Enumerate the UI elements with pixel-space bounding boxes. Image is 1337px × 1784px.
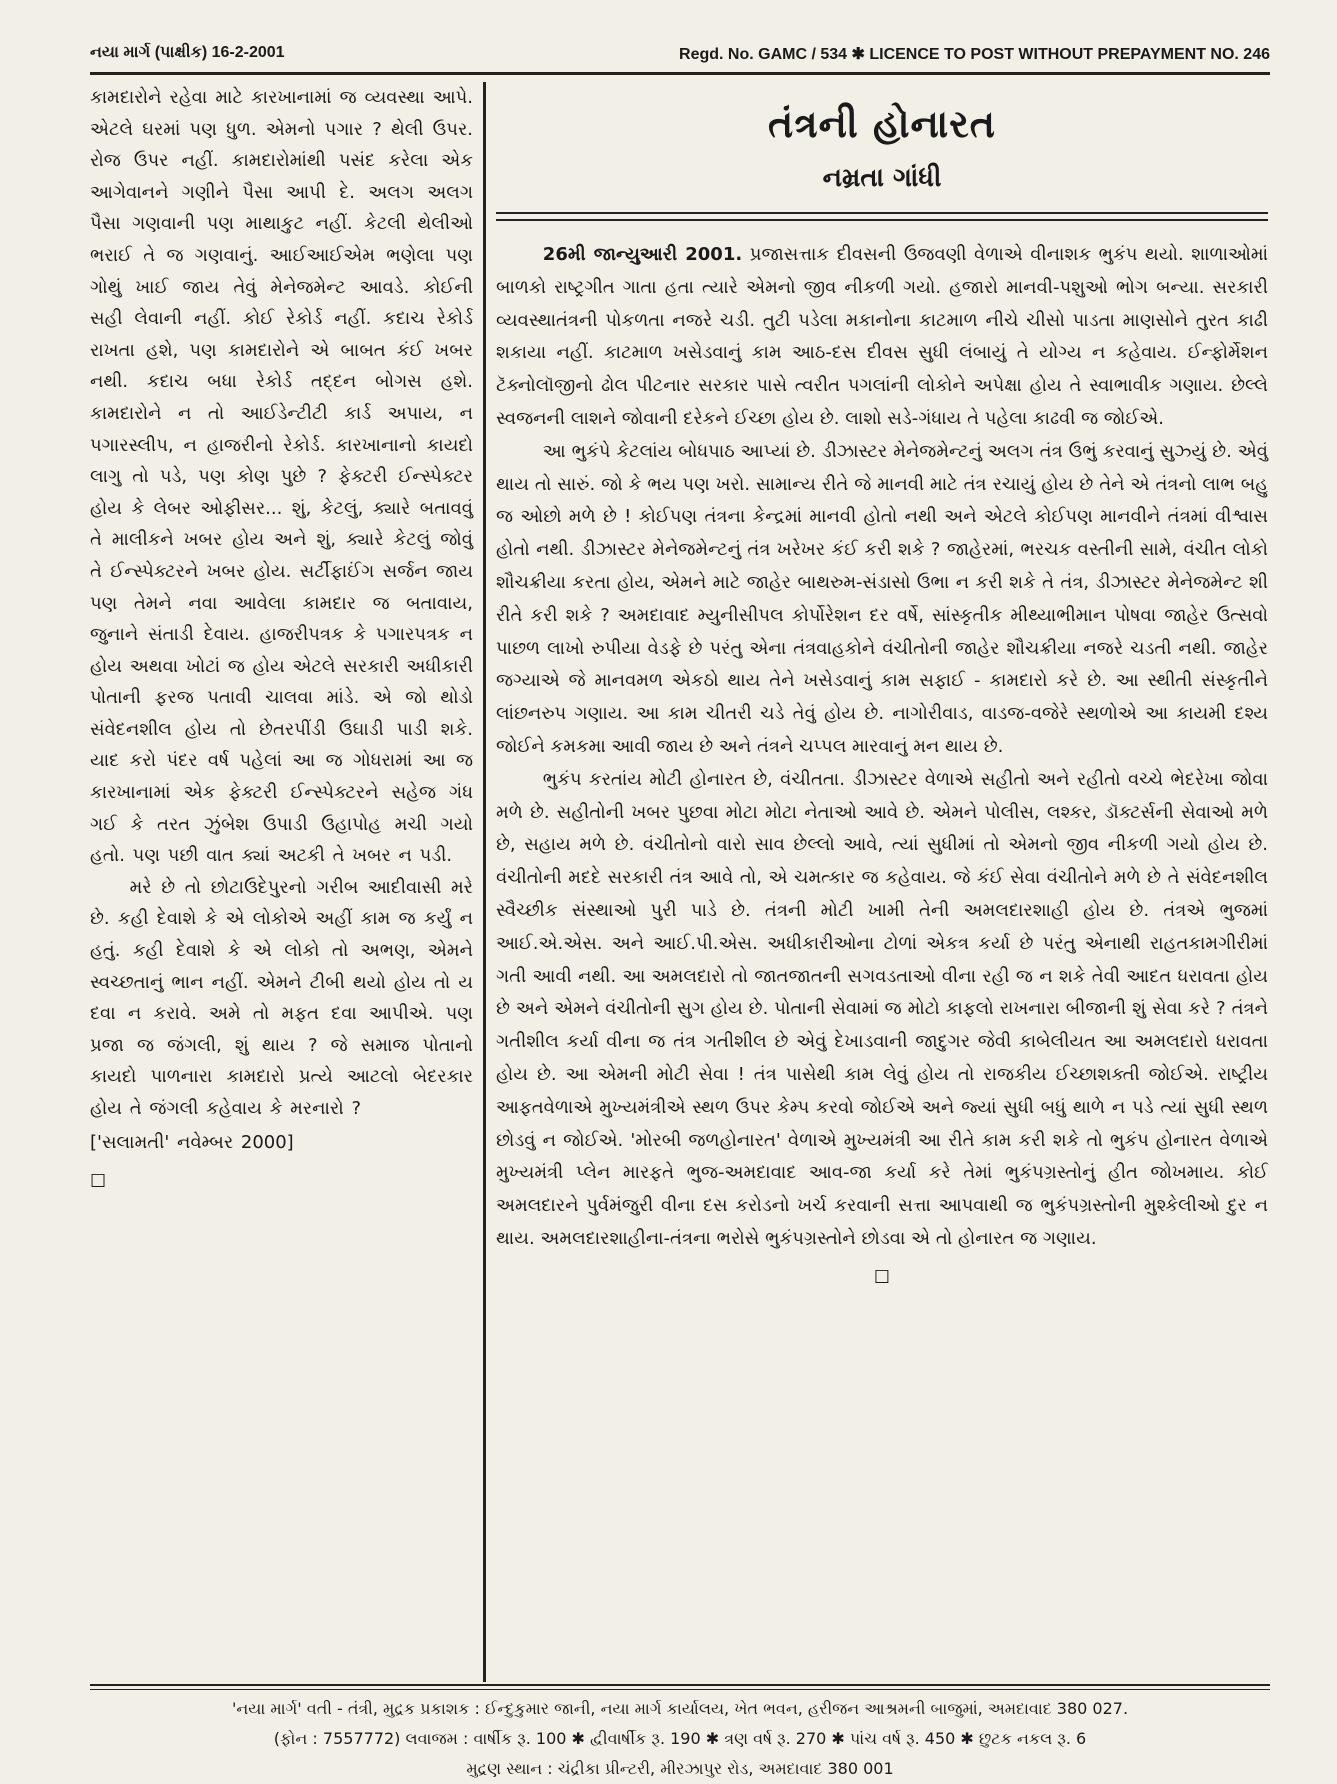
- lead-date: 26મી જાન્યુઆરી 2001.: [542, 244, 743, 265]
- footer-rule: [90, 1684, 1270, 1690]
- issue-info: નયા માર્ગ (પાક્ષીક) 16-2-2001: [90, 44, 285, 61]
- header-rule: [90, 72, 1270, 75]
- end-mark-right: ☐: [873, 1266, 891, 1288]
- page-footer: [90, 1694, 1270, 1784]
- page-header: [90, 40, 1270, 70]
- article-paragraph-2: આ ભુકંપે કેટલાંય બોધપાઠ આપ્યાં છે. ડીઝાસ્ટર મેનેજમેન્ટનું અલગ તંત્ર ઉભું કરવાનું સુઝ્યું છે. એવું થાય તો સારું. જો કે ભય પણ ખરો. સામાન્ય રીતે જે માનવી માટે તંત્ર રચાયું હોય છે તેને એ તંત્રનો લાભ બહુ જ ઓછો મળે છે ! કોઈપણ તંત્રના કેન્દ્રમાં માનવી હોતો નથી અને એટલે કોઈપણ માનવીને તંત્રમાં વીશ્વાસ હોતો નથી. ડીઝાસ્ટર મેનેજમેન્ટનું તંત્ર ખરેખર કંઈ કરી શકે ? જાહેરમાં, ભરચક વસ્તીની સામે, વંચીત લોકો શૌચક્રીયા કરતા હોય, એમને માટે જાહેર બાથરુમ-સંડાસો ઉભા ન કરી શકે તે તંત્ર, ડીઝાસ્ટર મેનેજમેન્ટ શી રીતે કરી શકે ? અમદાવાદ મ્યુનીસીપલ કોર્પોરેશન દર વર્ષે, સાંસ્કૃતીક મીથ્યાભીમાન પોષવા જાહેર ઉત્સવો પાછળ લાખો રુપીયા વેડફે છે પરંતુ એના તંત્રવાહકોને વંચીતોની જાહેર શૌચક્રીયા નજરે ચડતી નથી. જાહેર જગ્યાએ જે માનવમળ એકઠો થાય તેને ખસેડવાનું કામ સફાઈ - કામદારો કરે છે. આ સ્થીતી સંસ્કૃતીને લાંછનરુપ ગણાય. આ કામ ચીતરી ચડે તેવું હોય છે. નાગોરીવાડ, વાડજ-વજેરે સ્થળોએ આ કાયમી દશ્ય જોઈને કમકમા આવી જાય છે અને તંત્રને ચપ્પલ મારવાનું મન થાય છે.: [496, 440, 1268, 757]
- registration-info: Regd. No. GAMC / 534 ✱ LICENCE TO POST WITHOUT PREPAYMENT NO. 246: [679, 46, 1270, 63]
- article-author: નમ્રતા ગાંધી: [822, 163, 942, 193]
- article-body: [496, 239, 1268, 1256]
- newspaper-page: [90, 36, 1270, 1778]
- title-rule: [496, 212, 1268, 221]
- left-column: [90, 82, 473, 1198]
- footer-subscription: (ફોન : 7557772) લવાજમ : વાર્ષીક રૂ. 100 ✱ દ્વીવાર્ષીક રૂ. 190 ✱ ત્રણ વર્ષ રૂ. 270 ✱ પાંચ વર્ષ રૂ. 450 ✱ છુટક નકલ રૂ. 6: [273, 1729, 1087, 1748]
- column-divider: [483, 82, 486, 1682]
- footer-printer: મુદ્રણ સ્થાન : ચંદ્રીકા પ્રીન્ટરી, મીરઝાપુર રોડ, અમદાવાદ 380 001: [466, 1759, 894, 1778]
- source-citation: ['સલામતી' નવેમ્બર 2000]: [90, 1131, 294, 1153]
- article-paragraph-3: ભુકંપ કરતાંય મોટી હોનારત છે, વંચીતતા. ડીઝાસ્ટર વેળાએ સહીતો અને રહીતો વચ્ચે ભેદરેખા જોવા મળે છે. સહીતોની ખબર પુછવા મોટા મોટા નેતાઓ આવે છે. એમને પોલીસ, લશ્કર, ડૉક્ટર્સની સેવાઓ મળે છે, સહાય મળે છે. વંચીતોનો વારો સાવ છેલ્લો આવે, ત્યાં સુધીમાં તો એમનો જીવ નીકળી ગયો હોય છે. વંચીતોની મદદે સરકારી તંત્ર આવે તો, એ ચમત્કાર જ કહેવાય. જે કંઈ સેવા વંચીતોને મળે છે તે સંવેદનશીલ સ્વૈચ્છીક સંસ્થાઓ પુરી પાડે છે. તંત્રની મોટી ખામી તેની અમલદારશાહી હોય છે. તંત્રએ ભુજમાં આઈ.એ.એસ. અને આઈ.પી.એસ. અધીકારીઓના ટોળાં એકત્ર કર્યા છે પરંતુ એનાથી રાહતકામગીરીમાં ગતી આવી નથી. આ અમલદારો તો જાતજાતની સગવડતાઓ વીના રહી જ ન શકે તેવી આદત ધરાવતા હોય છે અને એમને વંચીતોની સુગ હોય છે. પોતાની સેવામાં જ મોટો કાફલો રાખનારા બીજાની શું સેવા કરે ? તંત્રને ગતીશીલ કર્યા વીના જ તંત્ર ગતીશીલ છે એવું દેખાડવાની જાદુગર જેવી કાબેલીયત આ અમલદારો ધરાવતા હોય છે. આ એમની મોટી સેવા ! તંત્ર પાસેથી કામ લેવું હોય તો રાજકીય ઈચ્છાશક્તી જોઈએ. રાષ્ટ્રીય આફતવેળાએ મુખ્યમંત્રીએ સ્થળ ઉપર કેમ્પ કરવો જોઈએ અને જ્યાં સુધી બધું થાળે ન પડે ત્યાં સુધી સ્થળ છોડવું ન જોઈએ. 'મોરબી જળહોનારત' વેળાએ મુખ્યમંત્રી આ રીતે કામ કરી શકે તો ભુકંપ હોનારત વેળાએ મુખ્યમંત્રી પ્લેન મારફતે ભુજ-અમદાવાદ આવ-જા કર્યા કરે તેમાં ભુકંપગ્રસ્તોનું હીત જોખમાય. કોઈ અમલદારને પુર્વમંજુરી વીના દસ કરોડનો ખર્ચ કરવાની સત્તા આપવાથી જ ભુકંપગ્રસ્તોની મુશ્કેલીઓ દુર ન થાય. અમલદારશાહીના-તંત્રના ભરોસે ભુકંપગ્રસ્તોને છોડવા એ તો હોનારત જ ગણાય.: [496, 768, 1268, 1249]
- footer-publisher: 'નયા માર્ગ' વતી - તંત્રી, મુદ્રક પ્રકાશક : ઈન્દુકુમાર જાની, નયા માર્ગ કાર્યાલય, ખેત ભવન, હરીજન આશ્રમની બાજુમાં, અમદાવાદ 380 027.: [231, 1699, 1129, 1718]
- article-title: તંત્રની હોનારત: [768, 102, 996, 146]
- left-paragraph-1: કામદારોને રહેવા માટે કારખાનામાં જ વ્યવસ્થા આપે. એટલે ઘરમાં પણ ધુળ. એમનો પગાર ? થેલી ઉપર. રોજ ઉપર નહીં. કામદારોમાંથી પસંદ કરેલા એક આગેવાનને ગણીને પૈસા આપી દે. અલગ અલગ પૈસા ગણવાની પણ માથાકુટ નહીં. કેટલી થેલીઓ ભરાઈ તે જ ગણવાનું. આઈઆઈએમ ભણેલા પણ ગોથું ખાઈ જાય તેવું મેનેજમેન્ટ આવડે. કોઈની સહી લેવાની નહીં. કોઈ રેકોર્ડ નહીં. કદાચ રેકોર્ડ રાખતા હશે, પણ કામદારોને એ બાબત કંઈ ખબર નથી. કદાચ બધા રેકોર્ડ તદ્દન બોગસ હશે. કામદારોને ન તો આઈડેન્ટીટી કાર્ડ અપાય, ન પગારસ્લીપ, ન હાજરીનો રેકોર્ડ. કારખાનાનો કાયદો લાગુ તો પડે, પણ કોણ પુછે ? ફેક્ટરી ઈન્સ્પેક્ટર હોય કે લેબર ઓફીસર... શું, કેટલું, ક્યારે બતાવવું તે માલીકને ખબર હોય અને શું, ક્યારે કેટલું જોવું તે ઈન્સ્પેક્ટરને ખબર હોય. સર્ટીફાઈંગ સર્જન જાય પણ તેમને નવા આવેલા કામદાર જ બતાવાય, જુનાને સંતાડી દેવાય. હાજરીપત્રક કે પગારપત્રક ન હોય અથવા ખોટાં જ હોય એટલે સરકારી અધીકારી પોતાની ફરજ પતાવી ચાલવા માંડે. એ જો થોડો સંવેદનશીલ હોય તો છેતરપીંડી ઉઘાડી પાડી શકે. યાદ કરો પંદર વર્ષ પહેલાં આ જ ગોધરામાં આ જ કારખાનામાં એક ફેક્ટરી ઈન્સ્પેક્ટરને સહેજ ગંધ ગઈ કે તરત ઝુંબેશ ઉપાડી ઉહાપોહ મચી ગયો હતો. પણ પછી વાત ક્યાં અટકી તે ખબર ન પડી.: [90, 87, 473, 867]
- article-column: [496, 82, 1268, 1295]
- article-paragraph-1-text: પ્રજાસત્તાક દીવસની ઉજવણી વેળાએ વીનાશક ભુકંપ થયો. શાળાઓમાં બાળકો રાષ્ટ્રગીત ગાતા હતા ત્યારે એમનો જીવ નીકળી ગયો. હજારો માનવી-પશુઓ ભોગ બન્યા. સરકારી વ્યવસ્થાતંત્રની પોકળતા નજરે ચડી. તુટી પડેલા મકાનોના કાટમાળ નીચે ચીસો પાડતા માણસોને તુરત કાઢી શકાયા નહીં. કાટમાળ ખસેડવાનું કામ આઠ-દસ દીવસ સુધી લંબાયું તે યોગ્ય ન કહેવાય. ઈન્ફોર્મેશન ટૅક્નોલૉજીનો ઢોલ પીટનાર સરકાર પાસે ત્વરીત પગલાંની લોકોને અપેક્ષા હોય તે સ્વાભાવીક ગણાય. છેલ્લે સ્વજનની લાશને જોવાની દરેકને ઈચ્છા હોય છે. લાશો સડે-ગંધાય તે પહેલા કાઢવી જ જોઈએ.: [496, 244, 1269, 429]
- left-paragraph-2: મરે છે તો છોટાઉદેપુરનો ગરીબ આદીવાસી મરે છે. કહી દેવાશે કે એ લોકોએ અહીં કામ જ કર્યું ન હતું. કહી દેવાશે કે એ લોકો તો અભણ, એમને સ્વચ્છતાનું ભાન નહીં. એમને ટીબી થયો હોય તો ય દવા ન કરાવે. અમે તો મફત દવા આપીએ. પણ પ્રજા જ જંગલી, શું થાય ? જે સમાજ પોતાનો કાયદો પાળનારા કામદારો પ્રત્યે આટલો બેદરકાર હોય તે જંગલી કહેવાય કે મરનારો ?: [90, 876, 473, 1119]
- article-paragraph-1: [496, 239, 1268, 436]
- end-mark-left: ☐: [90, 1171, 107, 1193]
